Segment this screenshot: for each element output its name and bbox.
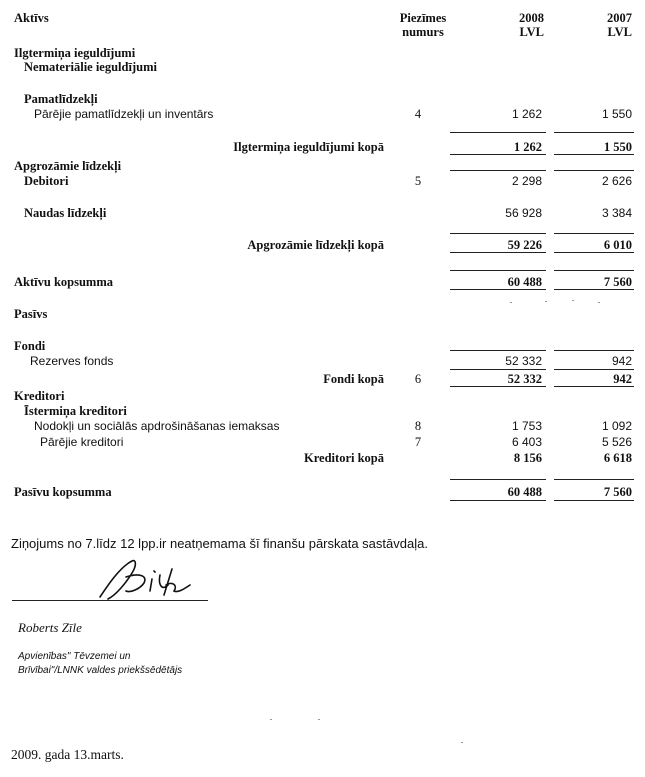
liabilities-title: Pasīvs bbox=[14, 307, 48, 321]
rule bbox=[450, 369, 546, 370]
header-year-2008: 2008 bbox=[519, 11, 544, 25]
rule bbox=[554, 350, 634, 351]
taxes-note: 8 bbox=[414, 419, 422, 433]
scan-speck bbox=[510, 302, 512, 303]
other-fixed-2008: 1 262 bbox=[511, 107, 542, 121]
rule bbox=[450, 270, 546, 271]
long-term-title: Ilgtermiņa ieguldījumi bbox=[14, 46, 136, 60]
debtors-2007: 2 626 bbox=[601, 174, 632, 188]
rule bbox=[554, 270, 634, 271]
signer-name: Roberts Zīle bbox=[18, 620, 82, 635]
other-creditors-label: Pārējie kreditori bbox=[40, 435, 124, 449]
other-creditors-2007: 5 526 bbox=[601, 435, 632, 449]
rule bbox=[554, 132, 634, 133]
scan-speck bbox=[572, 300, 574, 301]
debtors-label: Debitori bbox=[24, 174, 69, 188]
other-creditors-2008: 6 403 bbox=[511, 435, 542, 449]
liabilities-total-2007: 7 560 bbox=[603, 485, 632, 499]
cash-label: Naudas līdzekļi bbox=[24, 206, 107, 220]
rule bbox=[450, 132, 546, 133]
reserve-2007: 942 bbox=[611, 354, 632, 368]
long-term-total-2007: 1 550 bbox=[603, 140, 632, 154]
rule bbox=[450, 252, 546, 253]
rule bbox=[554, 289, 634, 290]
other-fixed-2007: 1 550 bbox=[601, 107, 632, 121]
funds-total-label: Fondi kopā bbox=[323, 372, 384, 386]
document-date: 2009. gada 13.marts. bbox=[11, 747, 124, 762]
scan-speck bbox=[545, 301, 547, 302]
fixed-assets-title: Pamatlīdzekļi bbox=[24, 92, 98, 106]
rule bbox=[554, 500, 634, 501]
funds-title: Fondi bbox=[14, 339, 46, 353]
scan-speck bbox=[270, 719, 272, 720]
assets-total-label: Aktīvu kopsumma bbox=[14, 275, 113, 289]
reserve-label: Rezerves fonds bbox=[30, 354, 114, 368]
rule bbox=[450, 289, 546, 290]
rule bbox=[450, 233, 546, 234]
short-creditors-title: Īstermiņa kreditori bbox=[24, 404, 127, 418]
rule bbox=[450, 500, 546, 501]
rule bbox=[554, 386, 634, 387]
rule bbox=[450, 154, 546, 155]
rule bbox=[450, 479, 546, 480]
scan-speck bbox=[598, 302, 600, 303]
intangible-title: Nemateriālie ieguldījumi bbox=[24, 60, 157, 74]
signer-role-line1: Apvienības" Tēvzemei un bbox=[18, 651, 131, 662]
funds-total-2008: 52 332 bbox=[507, 372, 542, 386]
debtors-note: 5 bbox=[414, 174, 422, 188]
current-total-label: Apgrozāmie līdzekļi kopā bbox=[247, 238, 384, 252]
current-assets-title: Apgrozāmie līdzekļi bbox=[14, 159, 122, 173]
rule bbox=[450, 350, 546, 351]
rule bbox=[554, 170, 634, 171]
header-aktivs: Aktīvs bbox=[14, 11, 49, 25]
assets-total-2007: 7 560 bbox=[603, 275, 632, 289]
header-currency-2008: LVL bbox=[519, 25, 544, 39]
report-note: Ziņojums no 7.līdz 12 lpp.ir neatņemama šī finanšu pārskata sastāvdaļa. bbox=[11, 536, 428, 551]
other-creditors-note: 7 bbox=[414, 435, 422, 449]
debtors-2008: 2 298 bbox=[511, 174, 542, 188]
reserve-2008: 52 332 bbox=[505, 354, 542, 368]
liabilities-total-2008: 60 488 bbox=[507, 485, 542, 499]
rule bbox=[554, 233, 634, 234]
creditors-title: Kreditori bbox=[14, 389, 65, 403]
rule bbox=[554, 252, 634, 253]
signature-image bbox=[60, 555, 220, 605]
scan-speck bbox=[318, 719, 320, 720]
other-fixed-note: 4 bbox=[414, 107, 422, 121]
rule bbox=[554, 479, 634, 480]
signer-role-line2: Brīvībai"/LNNK valdes priekšsēdētājs bbox=[18, 665, 183, 676]
header-notes-line2: numurs bbox=[402, 25, 444, 39]
taxes-2007: 1 092 bbox=[601, 419, 632, 433]
long-term-total-2008: 1 262 bbox=[513, 140, 542, 154]
rule bbox=[450, 170, 546, 171]
scan-speck bbox=[461, 742, 463, 743]
header-currency-2007: LVL bbox=[607, 25, 632, 39]
header-year-2007: 2007 bbox=[607, 11, 632, 25]
taxes-label: Nodokļi un sociālās apdrošināšanas iemaksas bbox=[34, 419, 280, 433]
liabilities-total-label: Pasīvu kopsumma bbox=[14, 485, 112, 499]
funds-total-2007: 942 bbox=[613, 372, 632, 386]
funds-total-note: 6 bbox=[414, 372, 422, 386]
rule bbox=[554, 369, 634, 370]
cash-2008: 56 928 bbox=[505, 206, 542, 220]
signature-line bbox=[12, 600, 208, 601]
long-term-total-label: Ilgtermiņa ieguldījumi kopā bbox=[233, 140, 384, 154]
creditors-total-2008: 8 156 bbox=[513, 451, 542, 465]
creditors-total-label: Kreditori kopā bbox=[304, 451, 384, 465]
header-notes-line1: Piezīmes bbox=[399, 11, 447, 25]
current-total-2007: 6 010 bbox=[603, 238, 632, 252]
taxes-2008: 1 753 bbox=[511, 419, 542, 433]
assets-total-2008: 60 488 bbox=[507, 275, 542, 289]
current-total-2008: 59 226 bbox=[507, 238, 542, 252]
other-fixed-label: Pārējie pamatlīdzekļi un inventārs bbox=[34, 107, 214, 121]
rule bbox=[554, 154, 634, 155]
cash-2007: 3 384 bbox=[601, 206, 632, 220]
rule bbox=[450, 386, 546, 387]
creditors-total-2007: 6 618 bbox=[603, 451, 632, 465]
